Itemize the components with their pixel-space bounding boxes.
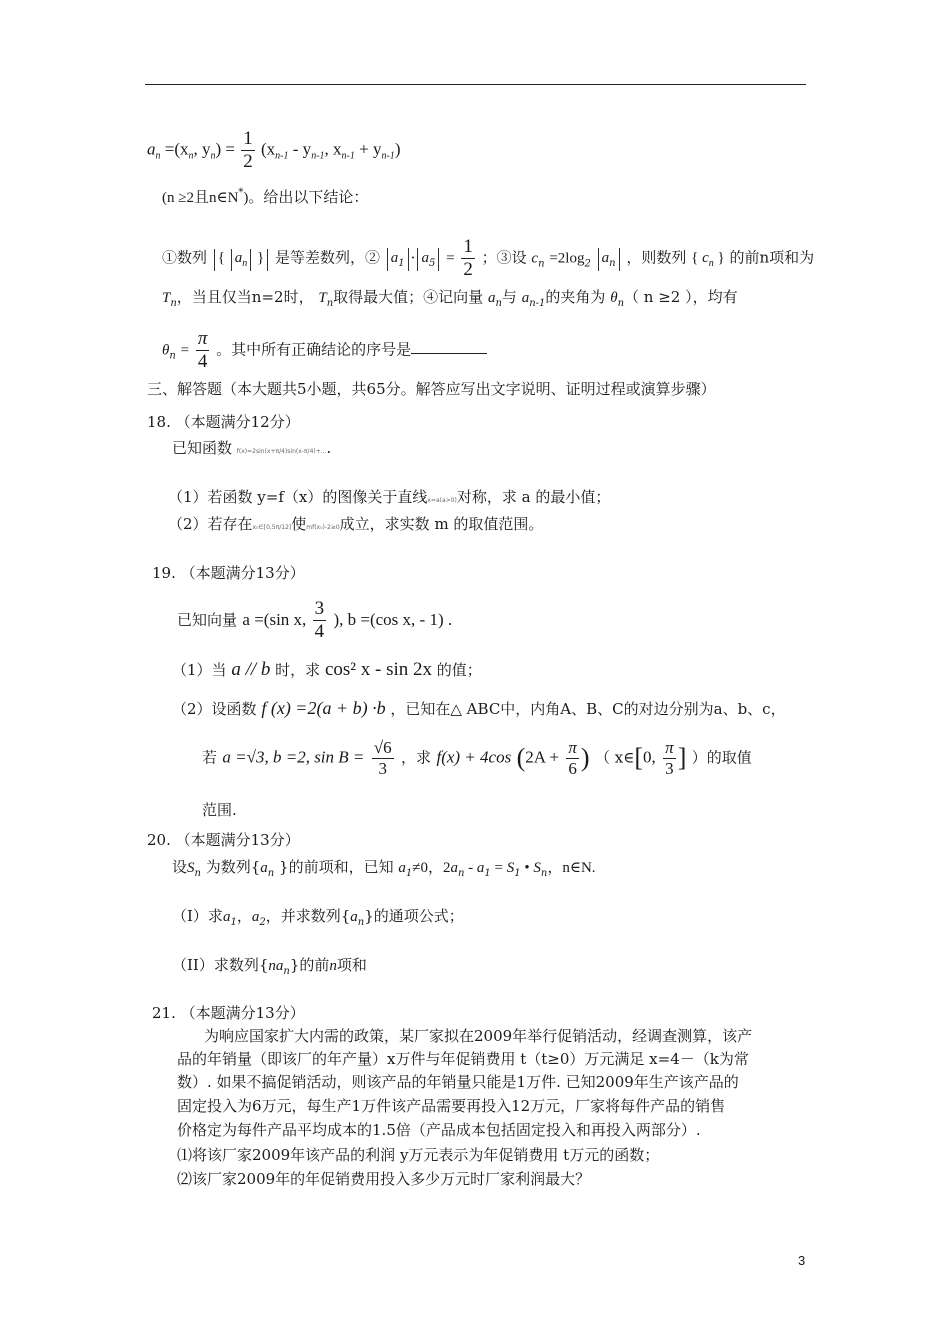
- q19-title: 19. （本题满分13分）: [152, 564, 305, 582]
- q20-part1: （I）求$a_1$，$a_2$，并求数列$\{a_n\}$的通项公式；: [172, 907, 464, 928]
- q21-body-4: 固定投入为6万元，每生产1万件该产品需要再投入12万元，厂家将每件产品的销售: [177, 1097, 726, 1115]
- q20-part2: （II）求数列$\{na_n\}$的前n项和: [172, 956, 367, 977]
- page-number: 3: [798, 1253, 806, 1268]
- q21-title: 21. （本题满分13分）: [152, 1004, 305, 1022]
- q17-conclusions-line2: $T_n$，当且仅当n=2时， $T_n$取得最大值；④记向量 $a_n$与 $a_{n-1}$的夹角为 $\theta_n$（ n ≥2 ），均有: [162, 288, 738, 309]
- q18-part2: （2）若存在x₀∈[0,5π/12]使mf(x₀)-2≥0成立，求实数 m 的取值范围。: [168, 515, 544, 533]
- q17-conclusions-line1: ①数列 { $a_n$ } 是等差数列，② $a_1 \cdot a_5$ = $\frac{1}{2}$ ；③设 $c_n =2\log_2$ $a_n$ ，则数列 { $c_n$ } 的前n项和为: [162, 236, 815, 280]
- q17-conclusion-4: $\theta_n$ = $\frac{\pi}{4}$ 。其中所有正确结论的序号是: [162, 328, 487, 373]
- section-3-heading: 三、解答题（本大题共5小题，共65分。解答应写出文字说明、证明过程或演算步骤）: [147, 380, 716, 398]
- q19-part1: （1）当 a // b 时，求 cos² x - sin 2x 的值；: [172, 659, 482, 680]
- answer-blank[interactable]: [411, 341, 487, 354]
- q21-body-3: 数）. 如果不搞促销活动，则该产品的年销量只能是1万件. 已知2009年生产该产品的: [177, 1073, 739, 1091]
- q19-part2: （2）设函数 f (x) =2(a + b) ·b ，已知在△ ABC中，内角A、B、C的对边分别为a、b、c，: [172, 698, 786, 718]
- q21-body-2: 品的年销量（即该厂的年产量）x万件与年促销费用 t（t≥0）万元满足 x=4－（k为常: [177, 1050, 749, 1068]
- q21-part2: ⑵该厂家2009年的年促销费用投入多少万元时厂家利润最大？: [177, 1170, 591, 1188]
- q19-part2-end: 范围.: [202, 801, 237, 819]
- q18-part1: （1）若函数 y=f（x）的图像关于直线x=a(a>0)对称，求 a 的最小值；: [168, 488, 611, 506]
- q19-part2-condition: 若 a =√3, b =2, sin B = $\frac{√6}{3}$ ，求 f(x) + 4cos (2A + $\frac{\pi}{6}$ ) （ x∈[0, $\frac{\pi}{3}$ ] ）的取值: [202, 738, 752, 778]
- q18-given: 已知函数 f(x)=2sin(x+π/4)sin(x-π/4)+....: [172, 439, 332, 457]
- q19-given: 已知向量 a =(sin x, $\frac{3}{4}$ ), b =(cos x, - 1) .: [177, 598, 453, 642]
- q20-title: 20. （本题满分13分）: [147, 831, 300, 849]
- q18-title: 18. （本题满分12分）: [147, 413, 300, 431]
- header-rule: [145, 84, 806, 85]
- q21-part1: ⑴将该厂家2009年该产品的利润 y万元表示为年促销费用 t万元的函数；: [177, 1146, 660, 1164]
- q20-given: 设$S_n$ 为数列{$a_n$ }的前项和，已知 $a_1\ne 0$，$2a_n - a_1 = S_1$ • $S_n$，n∈N.: [172, 858, 596, 879]
- q21-body-5: 价格定为每件产品平均成本的1.5倍（产品成本包括固定投入和再投入两部分）.: [177, 1121, 701, 1139]
- q17-recurrence-formula: $a_n =(x_n$, $y_n$) = $\frac{1}{2}$ ($x_{n-1} - y_{n-1}$, $x_{n-1} + y_{n-1}$): [147, 128, 401, 172]
- q17-condition: (n ≥2且n∈N*)。给出以下结论：: [162, 187, 369, 206]
- q21-body-1: 为响应国家扩大内需的政策，某厂家拟在2009年举行促销活动，经调查测算，该产: [204, 1027, 753, 1045]
